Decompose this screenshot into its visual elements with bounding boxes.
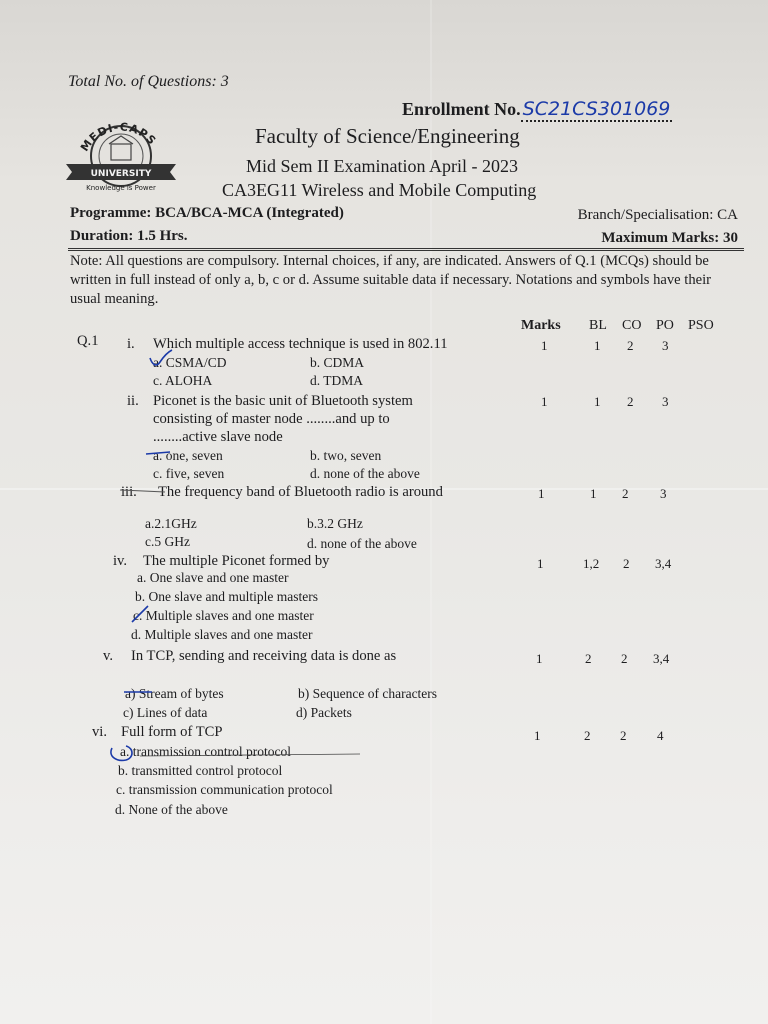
option-d: d. None of the above — [115, 802, 228, 817]
option-b: b. two, seven — [310, 448, 382, 463]
co-value: 2 — [620, 728, 627, 743]
option-d: d. none of the above — [307, 536, 417, 551]
po-value: 4 — [657, 728, 664, 743]
tick-mark-icon — [132, 606, 148, 622]
duration: Duration: 1.5 Hrs. — [70, 228, 188, 244]
option-a: a. one, seven — [153, 448, 223, 463]
option-a: a. transmission control protocol — [120, 744, 291, 759]
option-a: a. CSMA/CD — [153, 355, 227, 370]
bl-value: 1 — [594, 394, 601, 409]
option-c: c.5 GHz — [145, 534, 190, 549]
course-title: CA3EG11 Wireless and Mobile Computing — [222, 180, 537, 200]
question-number: iii. — [121, 484, 137, 500]
option-d: d. none of the above — [310, 466, 420, 481]
bl-value: 1 — [594, 338, 601, 353]
po-value: 3 — [662, 338, 669, 353]
faculty-title: Faculty of Science/Engineering — [255, 124, 520, 148]
co-value: 2 — [623, 556, 630, 571]
po-value: 3 — [660, 486, 667, 501]
question-text-line: Piconet is the basic unit of Bluetooth system — [153, 393, 413, 409]
underline — [140, 754, 360, 756]
option-b: b. transmitted control protocol — [118, 763, 283, 778]
question-label: Q.1 — [77, 333, 99, 349]
option-d: d. Multiple slaves and one master — [131, 627, 313, 642]
option-c: c. ALOHA — [153, 373, 213, 388]
col-marks: Marks — [521, 318, 561, 333]
option-b: b. One slave and multiple masters — [135, 589, 318, 604]
option-b: b) Sequence of characters — [298, 686, 438, 701]
logo-motto: Knowledge is Power — [86, 184, 156, 192]
option-a: a.2.1GHz — [145, 516, 197, 531]
tick-mark-icon — [150, 350, 172, 365]
co-value: 2 — [621, 651, 628, 666]
bl-value: 1,2 — [583, 556, 600, 571]
option-b: b.3.2 GHz — [307, 516, 363, 531]
po-value: 3,4 — [655, 556, 672, 571]
branch: Branch/Specialisation: CA — [577, 207, 738, 223]
logo-arc-text: MEDI-CAPS — [78, 120, 159, 154]
question-number: i. — [127, 336, 135, 352]
option-d: d) Packets — [296, 705, 352, 720]
programme: Programme: BCA/BCA-MCA (Integrated) — [70, 205, 344, 221]
option-c: c. Multiple slaves and one master — [133, 608, 314, 623]
bl-value: 2 — [585, 651, 592, 666]
option-c: c. transmission communication protocol — [116, 782, 333, 797]
question-text: Full form of TCP — [121, 724, 223, 740]
option-b: b. CDMA — [310, 355, 365, 370]
col-bl: BL — [589, 318, 607, 333]
bl-value: 1 — [590, 486, 597, 501]
tick-mark-icon — [146, 452, 170, 454]
strike-line — [120, 490, 165, 492]
tick-mark-icon — [111, 746, 132, 760]
option-a: a. One slave and one master — [137, 570, 289, 585]
instructions-note: Note: All questions are compulsory. Internal choices, if any, are indicated. Answers of Q.1 (MCQs) should be written in full instead of only a, b, c or d. Assume suitable data if necessary. Notations and symbols have their usual meaning. — [70, 253, 712, 307]
exam-title: Mid Sem II Examination April - 2023 — [246, 156, 518, 176]
question-number: ii. — [127, 393, 139, 409]
question-text: The multiple Piconet formed by — [143, 553, 330, 569]
marks-value: 1 — [534, 728, 541, 743]
co-value: 2 — [627, 394, 634, 409]
col-co: CO — [622, 318, 642, 333]
col-pso: PSO — [688, 318, 714, 333]
total-questions: Total No. of Questions: 3 — [68, 73, 229, 90]
option-d: d. TDMA — [310, 373, 364, 388]
bl-value: 2 — [584, 728, 591, 743]
marks-value: 1 — [538, 486, 545, 501]
question-number: vi. — [92, 724, 107, 740]
enrollment-value: SC21CS301069 — [522, 98, 671, 120]
logo-banner: UNIVERSITY — [90, 169, 152, 179]
blank-area — [0, 830, 768, 1024]
co-value: 2 — [627, 338, 634, 353]
po-value: 3,4 — [653, 651, 670, 666]
marks-value: 1 — [536, 651, 543, 666]
marks-value: 1 — [541, 338, 548, 353]
option-c: c. five, seven — [153, 466, 225, 481]
marks-value: 1 — [537, 556, 544, 571]
option-a: a) Stream of bytes — [125, 686, 224, 701]
question-text: In TCP, sending and receiving data is done as — [131, 648, 397, 664]
question-text: The frequency band of Bluetooth radio is around — [158, 484, 443, 500]
po-value: 3 — [662, 394, 669, 409]
marks-value: 1 — [541, 394, 548, 409]
col-po: PO — [656, 318, 674, 333]
question-text: Which multiple access technique is used in 802.11 — [153, 336, 448, 352]
enrollment-label: Enrollment No. — [402, 99, 521, 119]
option-c: c) Lines of data — [123, 705, 208, 720]
co-value: 2 — [622, 486, 629, 501]
question-text-line: ........active slave node — [153, 429, 283, 445]
question-text-line: consisting of master node ........and up to — [153, 411, 390, 427]
max-marks: Maximum Marks: 30 — [601, 230, 738, 246]
question-number: v. — [103, 648, 113, 664]
question-number: iv. — [113, 553, 128, 569]
